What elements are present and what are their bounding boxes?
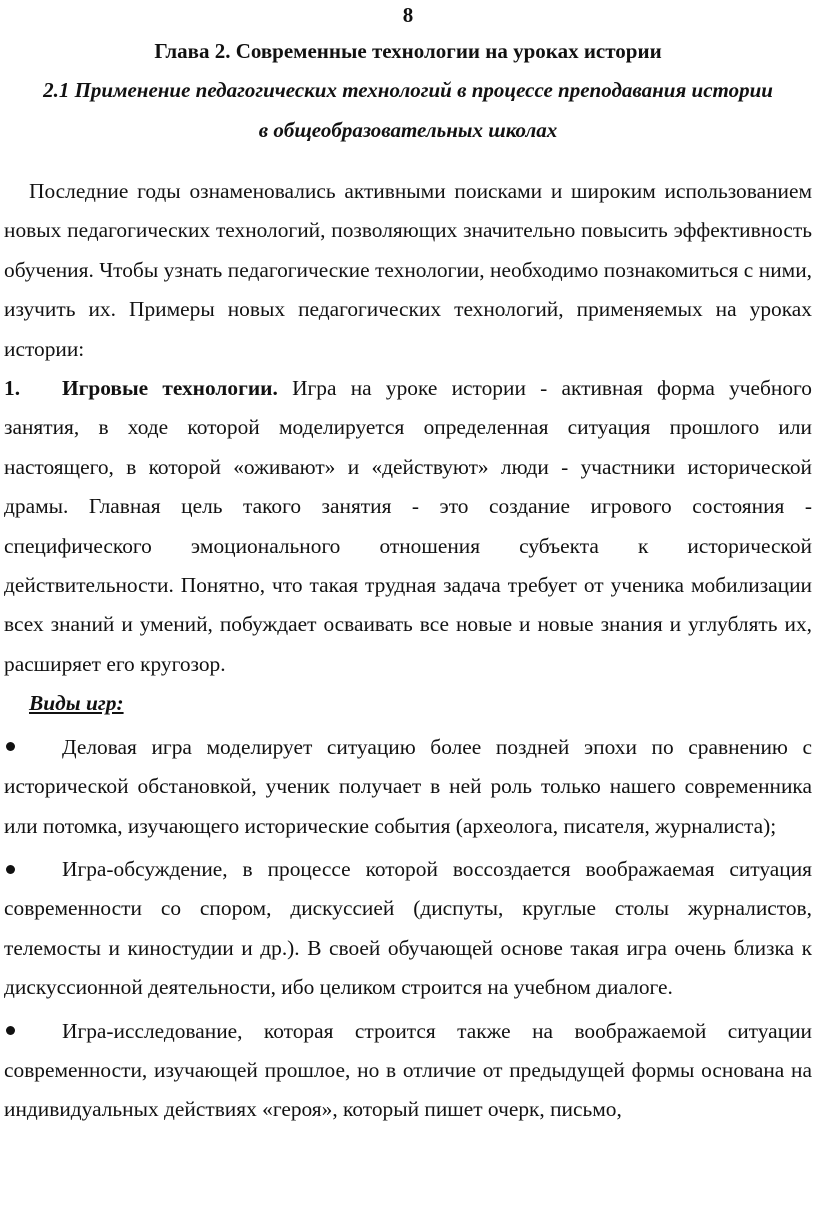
section-title: [4, 70, 812, 150]
bullet-text: Игра-обсуждение, в процессе которой воссоздается воображаемая ситуация современности со спором, дискуссией (диспуты, круглые столы журналистов, телемосты и киностудии и др.). В своей обучающей основе такая игра очень близка к дискуссионной деятельности, ибо целиком строится на учебном диалоге.: [4, 856, 812, 1000]
numbered-item-game-technologies: [4, 369, 812, 684]
bullet-dot-icon: [6, 865, 15, 874]
bullet-marker: [4, 728, 62, 767]
bullet-dot-icon: [6, 1026, 15, 1035]
bullet-item-business-game: [4, 728, 812, 846]
chapter-title: Глава 2. Современные технологии на уроках истории: [154, 39, 662, 63]
bullet-marker: [4, 1012, 62, 1051]
bullet-item-discussion-game: [4, 850, 812, 1008]
bullet-text: Деловая игра моделирует ситуацию более поздней эпохи по сравнению с исторической обстановкой, ученик получает в ней роль только нашего современника или потомка, изучающего исторические события (археолога, писателя, журналиста);: [4, 734, 812, 838]
bullet-item-research-game: [4, 1012, 812, 1130]
bullet-text: Игра-исследование, которая строится также на воображаемой ситуации современности, изучающей прошлое, но в отличие от предыдущей формы основана на индивидуальных действиях «героя», который пишет очерк, письмо,: [4, 1018, 812, 1122]
bullet-marker: [4, 850, 62, 889]
types-of-games-heading: Виды игр:: [29, 691, 124, 716]
intro-paragraph: Последние годы ознаменовались активными поисками и широким использованием новых педагогических технологий, позволяющих значительно повысить эффективность обучения. Чтобы узнать педагогические технологии, необходимо познакомиться с ними, изучить их. Примеры новых педагогических технологий, применяемых на уроках истории:: [4, 179, 812, 361]
item-number: 1.: [4, 376, 21, 401]
item-term: Игровые технологии.: [62, 376, 278, 401]
page-number: 8: [402, 3, 414, 27]
section-title-line-2: в общеобразовательных школах: [258, 118, 558, 142]
section-title-line-1: 2.1 Применение педагогических технологий в процессе преподавания истории: [43, 78, 773, 102]
bullet-dot-icon: [6, 742, 15, 751]
item-text: Игра на уроке истории - активная форма учебного занятия, в ходе которой моделируется определенная ситуация прошлого или настоящего, в которой «оживают» и «действуют» люди - участники исторической драмы. Главная цель такого занятия - это создание игрового состояния - специфического эмоционального отношения субъекта к исторической действительности. Понятно, что такая трудная задача требует от ученика мобилизации всех знаний и умений, побуждает осваивать все новые и новые знания и углублять их, расширяет его кругозор.: [4, 376, 812, 676]
